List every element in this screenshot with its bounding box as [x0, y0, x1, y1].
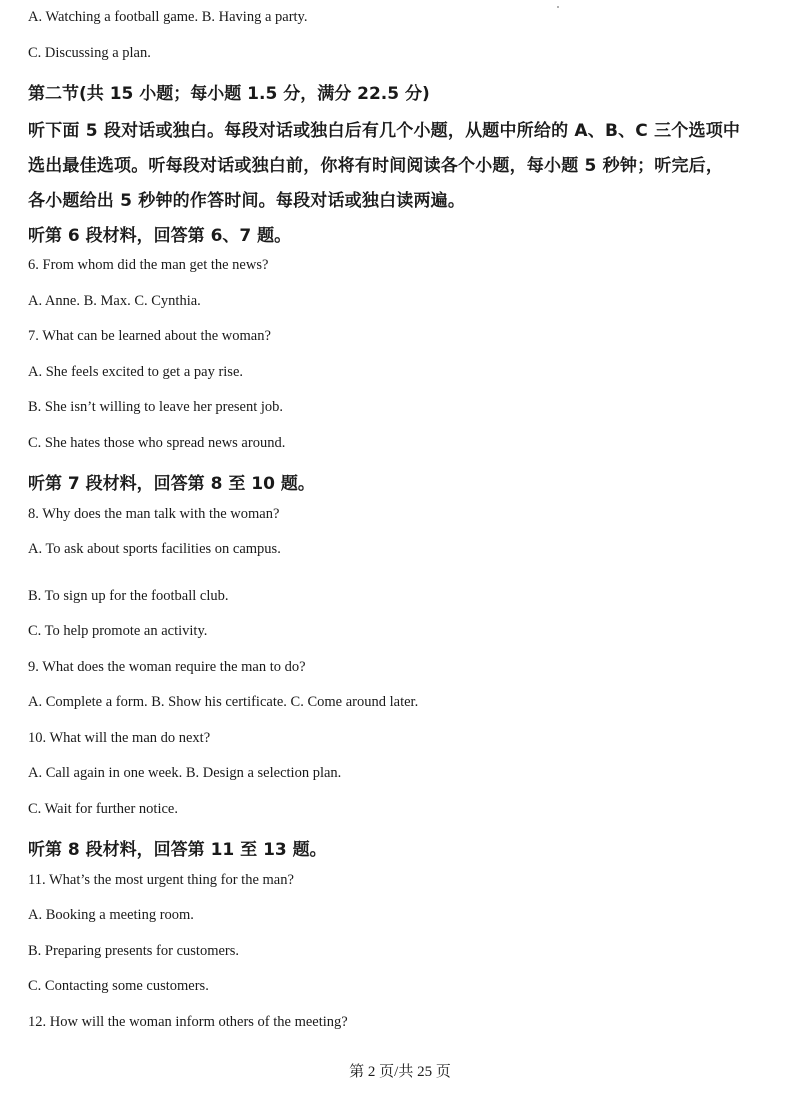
question: 11. What’s the most urgent thing for the man?: [28, 872, 294, 888]
option-line: A. To ask about sports facilities on campus.: [28, 541, 281, 557]
question: 10. What will the man do next?: [28, 730, 211, 746]
option-line: B. Preparing presents for customers.: [28, 943, 240, 959]
option-line: A. Call again in one week. B. Design a selection plan.: [28, 765, 342, 781]
option-line: A. Booking a meeting room.: [28, 907, 194, 923]
option-line: C. She hates those who spread news around.: [28, 435, 286, 451]
material-heading: 听第 6 段材料，回答第 6、7 题。: [28, 226, 292, 246]
scan-speck: [557, 6, 559, 8]
question: 9. What does the woman require the man to do?: [28, 659, 306, 675]
option-line: A. Anne. B. Max. C. Cynthia.: [28, 293, 201, 309]
material-heading: 听第 8 段材料，回答第 11 至 13 题。: [28, 840, 327, 860]
option-line: A. Complete a form. B. Show his certificate. C. Come around later.: [28, 694, 419, 710]
material-heading: 听第 7 段材料，回答第 8 至 10 题。: [28, 474, 315, 494]
question: 12. How will the woman inform others of the meeting?: [28, 1014, 348, 1030]
option-line: C. Contacting some customers.: [28, 978, 209, 994]
question: 7. What can be learned about the woman?: [28, 328, 271, 344]
option-line: A. She feels excited to get a pay rise.: [28, 364, 244, 380]
option-line: C. Wait for further notice.: [28, 801, 178, 817]
question: 6. From whom did the man get the news?: [28, 257, 269, 273]
page-number: 第 2 页/共 25 页: [349, 1064, 451, 1080]
section-heading: 第二节(共 15 小题；每小题 1.5 分，满分 22.5 分): [28, 84, 430, 104]
option-line: C. Discussing a plan.: [28, 45, 151, 61]
option-line: C. To help promote an activity.: [28, 623, 208, 639]
option-line: A. Watching a football game. B. Having a party.: [28, 9, 308, 25]
option-line: B. She isn’t willing to leave her present job.: [28, 399, 284, 415]
instruction-line: 选出最佳选项。听每段对话或独白前，你将有时间阅读各个小题，每小题 5 秒钟；听完后，: [28, 156, 724, 176]
instruction-line: 听下面 5 段对话或独白。每段对话或独白后有几个小题，从题中所给的 A、B、C 三个选项中: [28, 121, 741, 141]
question: 8. Why does the man talk with the woman?: [28, 506, 280, 522]
instruction-line: 各小题给出 5 秒钟的作答时间。每段对话或独白读两遍。: [28, 191, 466, 211]
option-line: B. To sign up for the football club.: [28, 588, 229, 604]
